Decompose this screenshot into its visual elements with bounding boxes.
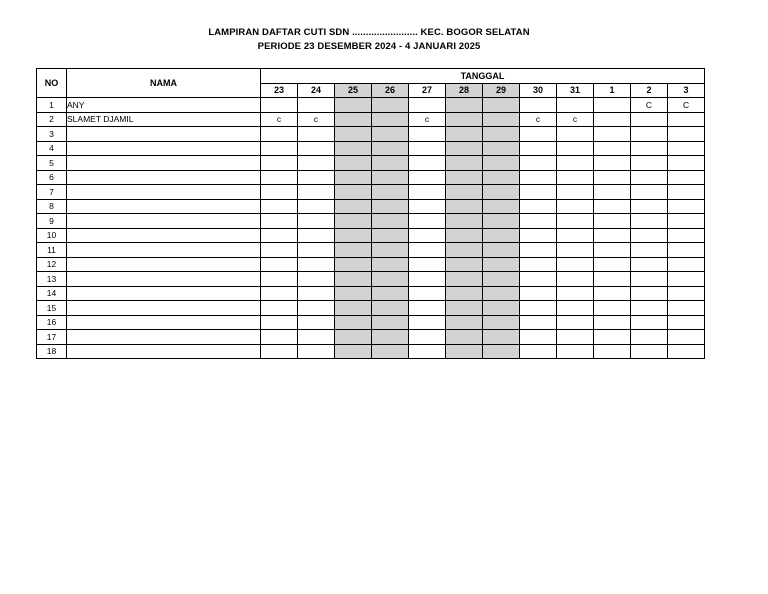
leave-cell-24 xyxy=(298,214,335,229)
leave-cell-31 xyxy=(557,98,594,113)
leave-cell-1 xyxy=(594,112,631,127)
leave-cell-25 xyxy=(335,170,372,185)
leave-cell-2 xyxy=(631,315,668,330)
row-number: 15 xyxy=(37,301,67,316)
leave-cell-25 xyxy=(335,315,372,330)
leave-cell-29 xyxy=(483,185,520,200)
leave-cell-30 xyxy=(520,286,557,301)
row-number: 11 xyxy=(37,243,67,258)
day-header-29: 29 xyxy=(483,83,520,98)
leave-cell-23: c xyxy=(261,112,298,127)
leave-cell-31: c xyxy=(557,112,594,127)
leave-cell-30 xyxy=(520,170,557,185)
leave-cell-23 xyxy=(261,141,298,156)
leave-cell-25 xyxy=(335,344,372,359)
table-row xyxy=(37,170,705,185)
table-body xyxy=(37,98,705,359)
leave-cell-29 xyxy=(483,199,520,214)
table-row xyxy=(37,315,705,330)
leave-cell-1 xyxy=(594,257,631,272)
leave-cell-3 xyxy=(668,170,705,185)
leave-cell-1 xyxy=(594,286,631,301)
leave-cell-23 xyxy=(261,330,298,345)
leave-cell-3 xyxy=(668,112,705,127)
leave-cell-27 xyxy=(409,185,446,200)
leave-cell-30 xyxy=(520,156,557,171)
leave-cell-24 xyxy=(298,286,335,301)
leave-cell-30: c xyxy=(520,112,557,127)
leave-cell-3 xyxy=(668,315,705,330)
row-name xyxy=(67,214,261,229)
leave-cell-1 xyxy=(594,214,631,229)
leave-cell-28 xyxy=(446,243,483,258)
leave-cell-31 xyxy=(557,156,594,171)
row-number: 2 xyxy=(37,112,67,127)
leave-cell-3 xyxy=(668,286,705,301)
leave-cell-1 xyxy=(594,228,631,243)
row-number: 8 xyxy=(37,199,67,214)
day-header-26: 26 xyxy=(372,83,409,98)
leave-cell-25 xyxy=(335,185,372,200)
day-header-23: 23 xyxy=(261,83,298,98)
leave-cell-1 xyxy=(594,344,631,359)
leave-cell-24 xyxy=(298,344,335,359)
leave-cell-29 xyxy=(483,112,520,127)
leave-cell-2 xyxy=(631,141,668,156)
column-header-tanggal: TANGGAL xyxy=(261,69,705,84)
table-row xyxy=(37,199,705,214)
leave-cell-23 xyxy=(261,98,298,113)
leave-cell-26 xyxy=(372,315,409,330)
leave-cell-2 xyxy=(631,156,668,171)
row-number: 14 xyxy=(37,286,67,301)
leave-cell-24 xyxy=(298,257,335,272)
leave-cell-29 xyxy=(483,243,520,258)
leave-cell-1 xyxy=(594,315,631,330)
leave-cell-28 xyxy=(446,170,483,185)
day-header-28: 28 xyxy=(446,83,483,98)
leave-cell-1 xyxy=(594,330,631,345)
leave-cell-28 xyxy=(446,112,483,127)
day-header-3: 3 xyxy=(668,83,705,98)
leave-cell-28 xyxy=(446,98,483,113)
leave-cell-30 xyxy=(520,228,557,243)
leave-cell-2 xyxy=(631,199,668,214)
row-name: ANY xyxy=(67,98,261,113)
leave-cell-1 xyxy=(594,127,631,142)
leave-cell-30 xyxy=(520,315,557,330)
row-name xyxy=(67,272,261,287)
leave-cell-25 xyxy=(335,156,372,171)
leave-cell-27 xyxy=(409,214,446,229)
leave-cell-30 xyxy=(520,98,557,113)
leave-cell-25 xyxy=(335,141,372,156)
leave-cell-26 xyxy=(372,214,409,229)
leave-cell-26 xyxy=(372,170,409,185)
leave-cell-24 xyxy=(298,127,335,142)
leave-cell-3 xyxy=(668,330,705,345)
leave-cell-1 xyxy=(594,98,631,113)
leave-cell-31 xyxy=(557,214,594,229)
leave-cell-27 xyxy=(409,301,446,316)
table-row xyxy=(37,257,705,272)
leave-cell-1 xyxy=(594,199,631,214)
table-row xyxy=(37,185,705,200)
leave-cell-24 xyxy=(298,272,335,287)
leave-cell-25 xyxy=(335,286,372,301)
leave-cell-31 xyxy=(557,272,594,287)
leave-cell-27 xyxy=(409,141,446,156)
leave-cell-2 xyxy=(631,257,668,272)
leave-cell-24 xyxy=(298,170,335,185)
leave-cell-28 xyxy=(446,141,483,156)
leave-cell-28 xyxy=(446,228,483,243)
table-row xyxy=(37,330,705,345)
row-number: 1 xyxy=(37,98,67,113)
leave-cell-26 xyxy=(372,286,409,301)
leave-cell-28 xyxy=(446,344,483,359)
leave-cell-23 xyxy=(261,156,298,171)
leave-cell-23 xyxy=(261,301,298,316)
leave-cell-2 xyxy=(631,272,668,287)
leave-cell-27 xyxy=(409,170,446,185)
table-row xyxy=(37,156,705,171)
document-title: LAMPIRAN DAFTAR CUTI SDN ........................ KEC. BOGOR SELATAN xyxy=(208,27,530,38)
row-name: SLAMET DJAMIL xyxy=(67,112,261,127)
row-name xyxy=(67,257,261,272)
leave-cell-26 xyxy=(372,243,409,258)
leave-cell-24 xyxy=(298,330,335,345)
leave-cell-29 xyxy=(483,141,520,156)
leave-cell-23 xyxy=(261,214,298,229)
leave-cell-25 xyxy=(335,127,372,142)
leave-cell-31 xyxy=(557,141,594,156)
leave-cell-30 xyxy=(520,330,557,345)
leave-cell-26 xyxy=(372,112,409,127)
leave-cell-3 xyxy=(668,243,705,258)
leave-cell-24 xyxy=(298,301,335,316)
leave-cell-24 xyxy=(298,315,335,330)
leave-cell-29 xyxy=(483,127,520,142)
row-number: 9 xyxy=(37,214,67,229)
day-header-2: 2 xyxy=(631,83,668,98)
leave-cell-26 xyxy=(372,199,409,214)
leave-cell-30 xyxy=(520,243,557,258)
leave-cell-28 xyxy=(446,315,483,330)
leave-cell-25 xyxy=(335,228,372,243)
row-number: 12 xyxy=(37,257,67,272)
leave-cell-26 xyxy=(372,272,409,287)
leave-cell-2 xyxy=(631,112,668,127)
leave-cell-31 xyxy=(557,243,594,258)
day-header-25: 25 xyxy=(335,83,372,98)
leave-cell-3 xyxy=(668,301,705,316)
leave-cell-30 xyxy=(520,127,557,142)
leave-cell-29 xyxy=(483,214,520,229)
header-row xyxy=(37,69,705,84)
leave-cell-23 xyxy=(261,199,298,214)
row-number: 18 xyxy=(37,344,67,359)
leave-table xyxy=(36,68,705,359)
leave-cell-27 xyxy=(409,228,446,243)
leave-cell-31 xyxy=(557,344,594,359)
leave-cell-2 xyxy=(631,301,668,316)
table-row xyxy=(37,98,705,113)
leave-cell-29 xyxy=(483,156,520,171)
leave-cell-1 xyxy=(594,170,631,185)
leave-cell-27 xyxy=(409,286,446,301)
leave-cell-3 xyxy=(668,127,705,142)
leave-cell-31 xyxy=(557,257,594,272)
day-header-31: 31 xyxy=(557,83,594,98)
leave-cell-27 xyxy=(409,344,446,359)
leave-cell-31 xyxy=(557,286,594,301)
table-row xyxy=(37,243,705,258)
leave-cell-2 xyxy=(631,127,668,142)
leave-cell-25 xyxy=(335,214,372,229)
leave-cell-27 xyxy=(409,243,446,258)
leave-cell-2 xyxy=(631,185,668,200)
row-name xyxy=(67,315,261,330)
leave-cell-28 xyxy=(446,257,483,272)
leave-cell-31 xyxy=(557,199,594,214)
table-row xyxy=(37,112,705,127)
leave-cell-28 xyxy=(446,301,483,316)
leave-cell-30 xyxy=(520,141,557,156)
leave-cell-28 xyxy=(446,156,483,171)
table-row xyxy=(37,214,705,229)
leave-cell-26 xyxy=(372,98,409,113)
leave-cell-31 xyxy=(557,301,594,316)
leave-cell-24 xyxy=(298,98,335,113)
table-row xyxy=(37,272,705,287)
leave-cell-3 xyxy=(668,156,705,171)
leave-cell-24 xyxy=(298,199,335,214)
leave-cell-31 xyxy=(557,185,594,200)
column-header-nama: NAMA xyxy=(67,69,261,98)
leave-cell-2 xyxy=(631,243,668,258)
row-name xyxy=(67,243,261,258)
leave-cell-3 xyxy=(668,257,705,272)
leave-cell-3: C xyxy=(668,98,705,113)
row-name xyxy=(67,199,261,214)
row-name xyxy=(67,286,261,301)
leave-cell-3 xyxy=(668,141,705,156)
leave-cell-23 xyxy=(261,315,298,330)
row-name xyxy=(67,228,261,243)
leave-cell-30 xyxy=(520,257,557,272)
leave-cell-2 xyxy=(631,330,668,345)
leave-cell-26 xyxy=(372,141,409,156)
leave-cell-3 xyxy=(668,228,705,243)
leave-cell-1 xyxy=(594,185,631,200)
table-row xyxy=(37,301,705,316)
leave-cell-2 xyxy=(631,170,668,185)
row-number: 13 xyxy=(37,272,67,287)
row-number: 7 xyxy=(37,185,67,200)
leave-cell-28 xyxy=(446,272,483,287)
leave-cell-2 xyxy=(631,286,668,301)
leave-cell-27 xyxy=(409,127,446,142)
leave-cell-30 xyxy=(520,301,557,316)
leave-cell-28 xyxy=(446,127,483,142)
row-name xyxy=(67,301,261,316)
leave-cell-30 xyxy=(520,344,557,359)
row-name xyxy=(67,127,261,142)
leave-cell-25 xyxy=(335,98,372,113)
leave-cell-30 xyxy=(520,272,557,287)
leave-cell-27 xyxy=(409,315,446,330)
leave-cell-25 xyxy=(335,243,372,258)
row-number: 4 xyxy=(37,141,67,156)
leave-cell-30 xyxy=(520,199,557,214)
leave-cell-1 xyxy=(594,156,631,171)
leave-cell-3 xyxy=(668,185,705,200)
leave-cell-25 xyxy=(335,330,372,345)
leave-cell-29 xyxy=(483,301,520,316)
leave-cell-29 xyxy=(483,315,520,330)
leave-cell-26 xyxy=(372,330,409,345)
leave-cell-29 xyxy=(483,344,520,359)
leave-cell-26 xyxy=(372,127,409,142)
leave-cell-26 xyxy=(372,344,409,359)
leave-cell-26 xyxy=(372,228,409,243)
leave-cell-29 xyxy=(483,272,520,287)
day-header-27: 27 xyxy=(409,83,446,98)
leave-cell-25 xyxy=(335,257,372,272)
leave-cell-28 xyxy=(446,185,483,200)
leave-cell-27 xyxy=(409,272,446,287)
row-name xyxy=(67,156,261,171)
day-header-1: 1 xyxy=(594,83,631,98)
leave-cell-23 xyxy=(261,243,298,258)
leave-cell-3 xyxy=(668,214,705,229)
leave-cell-23 xyxy=(261,185,298,200)
leave-cell-27 xyxy=(409,156,446,171)
leave-cell-23 xyxy=(261,257,298,272)
leave-cell-24 xyxy=(298,185,335,200)
leave-cell-26 xyxy=(372,156,409,171)
leave-cell-23 xyxy=(261,286,298,301)
leave-cell-28 xyxy=(446,286,483,301)
leave-cell-1 xyxy=(594,243,631,258)
leave-cell-29 xyxy=(483,286,520,301)
leave-cell-31 xyxy=(557,315,594,330)
row-number: 17 xyxy=(37,330,67,345)
row-number: 5 xyxy=(37,156,67,171)
leave-cell-23 xyxy=(261,228,298,243)
leave-cell-24 xyxy=(298,228,335,243)
table-row xyxy=(37,286,705,301)
leave-cell-1 xyxy=(594,301,631,316)
leave-cell-1 xyxy=(594,272,631,287)
leave-cell-27 xyxy=(409,330,446,345)
leave-cell-27 xyxy=(409,257,446,272)
leave-cell-2 xyxy=(631,214,668,229)
column-header-no: NO xyxy=(37,69,67,98)
leave-cell-27 xyxy=(409,98,446,113)
leave-cell-27 xyxy=(409,199,446,214)
leave-cell-2: C xyxy=(631,98,668,113)
leave-cell-29 xyxy=(483,228,520,243)
leave-cell-23 xyxy=(261,127,298,142)
leave-cell-24 xyxy=(298,141,335,156)
leave-cell-3 xyxy=(668,272,705,287)
leave-cell-24 xyxy=(298,156,335,171)
leave-cell-29 xyxy=(483,257,520,272)
table-row xyxy=(37,127,705,142)
leave-cell-2 xyxy=(631,228,668,243)
leave-cell-28 xyxy=(446,199,483,214)
leave-cell-1 xyxy=(594,141,631,156)
table-row xyxy=(37,228,705,243)
leave-cell-24: c xyxy=(298,112,335,127)
day-header-24: 24 xyxy=(298,83,335,98)
row-number: 6 xyxy=(37,170,67,185)
row-name xyxy=(67,141,261,156)
leave-cell-29 xyxy=(483,330,520,345)
leave-cell-26 xyxy=(372,185,409,200)
row-number: 10 xyxy=(37,228,67,243)
leave-cell-31 xyxy=(557,170,594,185)
row-number: 3 xyxy=(37,127,67,142)
leave-cell-27: c xyxy=(409,112,446,127)
leave-cell-29 xyxy=(483,98,520,113)
row-name xyxy=(67,344,261,359)
leave-cell-23 xyxy=(261,344,298,359)
leave-cell-31 xyxy=(557,228,594,243)
leave-cell-25 xyxy=(335,112,372,127)
row-name xyxy=(67,185,261,200)
leave-cell-28 xyxy=(446,214,483,229)
document-period: PERIODE 23 DESEMBER 2024 - 4 JANUARI 2025 xyxy=(257,41,481,52)
leave-cell-24 xyxy=(298,243,335,258)
row-number: 16 xyxy=(37,315,67,330)
leave-cell-26 xyxy=(372,301,409,316)
leave-cell-25 xyxy=(335,199,372,214)
leave-cell-30 xyxy=(520,185,557,200)
leave-cell-28 xyxy=(446,330,483,345)
leave-cell-29 xyxy=(483,170,520,185)
leave-cell-3 xyxy=(668,344,705,359)
row-name xyxy=(67,170,261,185)
leave-cell-25 xyxy=(335,272,372,287)
table-row xyxy=(37,344,705,359)
day-header-30: 30 xyxy=(520,83,557,98)
leave-cell-23 xyxy=(261,272,298,287)
leave-cell-25 xyxy=(335,301,372,316)
leave-cell-31 xyxy=(557,127,594,142)
table-row xyxy=(37,141,705,156)
leave-cell-23 xyxy=(261,170,298,185)
leave-cell-26 xyxy=(372,257,409,272)
leave-cell-3 xyxy=(668,199,705,214)
leave-cell-2 xyxy=(631,344,668,359)
row-name xyxy=(67,330,261,345)
leave-cell-30 xyxy=(520,214,557,229)
leave-cell-31 xyxy=(557,330,594,345)
